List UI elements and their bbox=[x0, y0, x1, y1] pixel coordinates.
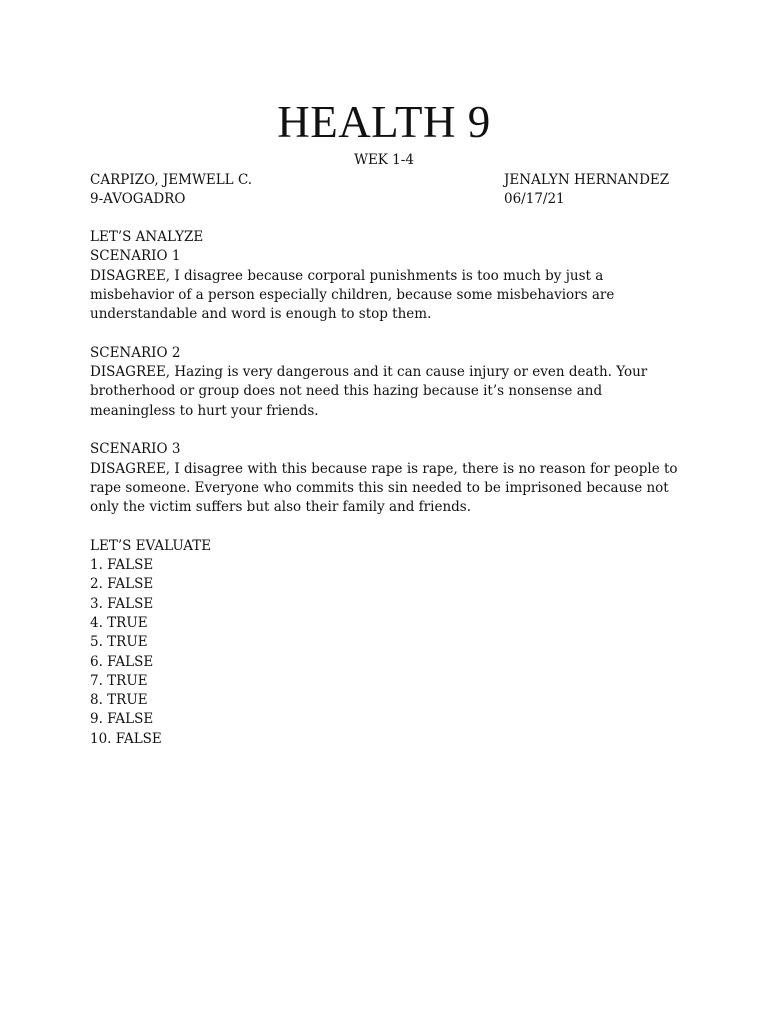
student-name: CARPIZO, JEMWELL C. bbox=[90, 172, 253, 188]
answer-item: 10. FALSE bbox=[90, 730, 162, 747]
answer-item: 1. FALSE bbox=[90, 557, 154, 574]
analyze-heading: LET’S ANALYZE bbox=[90, 229, 204, 245]
scenario-1-text: DISAGREE, I disagree because corporal punishments is too much by just a misbehavior of a person especially children, because some misbehaviors are understandable and word is enough to stop them. bbox=[90, 267, 615, 323]
scenario-3-text: DISAGREE, I disagree with this because rape is rape, there is no reason for people to rape someone. Everyone who commits this sin needed to be imprisoned because not only the victim suffers but also their family and friends. bbox=[90, 460, 678, 516]
document-body bbox=[90, 228, 685, 749]
scenario-3-label: SCENARIO 3 bbox=[90, 441, 181, 458]
answer-item: 3. FALSE bbox=[90, 595, 154, 612]
answer-item: 5. TRUE bbox=[90, 634, 148, 651]
spacer bbox=[90, 421, 685, 440]
answer-item: 8. TRUE bbox=[90, 692, 148, 709]
evaluate-heading: LET’S EVALUATE bbox=[90, 537, 212, 554]
spacer bbox=[90, 324, 685, 343]
header-row-1 bbox=[90, 171, 690, 189]
document-date: 06/17/21 bbox=[504, 191, 565, 207]
document-subtitle: WEK 1-4 bbox=[354, 152, 414, 168]
answer-item: 2. FALSE bbox=[90, 576, 154, 593]
teacher-name: JENALYN HERNANDEZ bbox=[504, 172, 670, 188]
answer-item: 4. TRUE bbox=[90, 614, 148, 631]
document-title: HEALTH 9 bbox=[277, 97, 491, 147]
scenario-1-label: SCENARIO 1 bbox=[90, 248, 181, 265]
scenario-2-label: SCENARIO 2 bbox=[90, 344, 181, 361]
scenario-2-text: DISAGREE, Hazing is very dangerous and it can cause injury or even death. Your brotherhood or group does not need this hazing because it’s nonsense and meaningless to hurt your friends. bbox=[90, 364, 648, 419]
spacer bbox=[90, 517, 685, 536]
header-row-2 bbox=[90, 190, 690, 208]
evaluate-answer-list bbox=[90, 556, 685, 749]
section-name: 9-AVOGADRO bbox=[90, 191, 186, 207]
answer-item: 6. FALSE bbox=[90, 653, 154, 670]
answer-item: 7. TRUE bbox=[90, 672, 148, 689]
answer-item: 9. FALSE bbox=[90, 711, 154, 728]
